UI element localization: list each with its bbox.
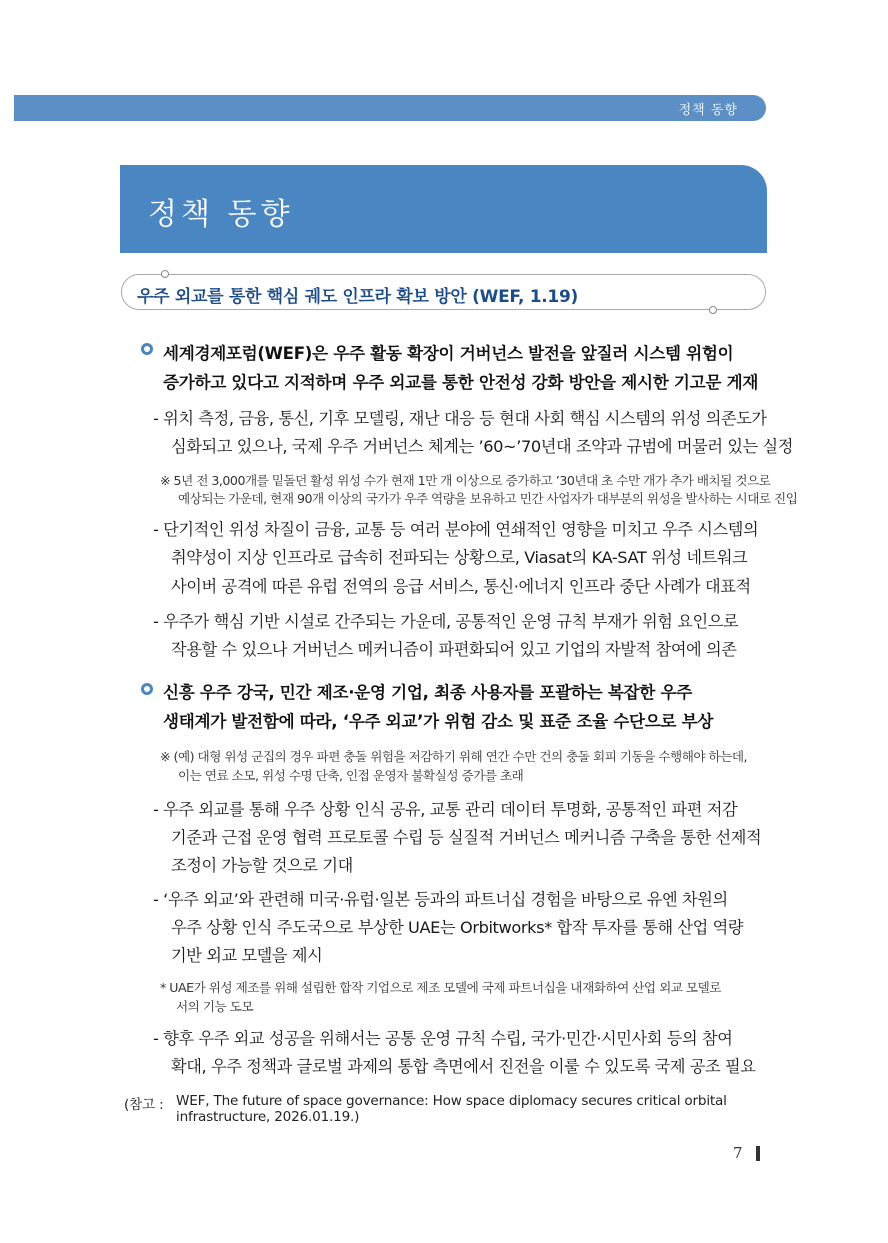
frame-dot-left-icon: [161, 270, 169, 278]
note-text: ※ (예) 대형 위성 군집의 경우 파편 충돌 위험을 저감하기 위해 연간 수만 건의 충돌 회피 기동을 수행해야 하는데,: [160, 749, 748, 764]
note-text: * UAE가 위성 제조를 위해 설립한 합작 기업으로 제조 모델에 국제 파트너십을 내재화하여 산업 외교 모델로: [160, 980, 721, 995]
dash-text: 기반 외교 모델을 제시: [171, 946, 323, 965]
note-text: ※ 5년 전 3,000개를 밑돌던 활성 위성 수가 현재 1만 개 이상으로 증가하고 ’30년대 초 수만 개가 추가 배치될 것으로: [160, 473, 771, 488]
reference-text: WEF, The future of space governance: How space diplomacy secures critical orbital: [176, 1093, 727, 1109]
dash-text: 작용할 수 있으나 거버넌스 메커니즘이 파편화되어 있고 기업의 자발적 참여에 의존: [171, 640, 737, 659]
bullet-text: 생태계가 발전함에 따라, ‘우주 외교’가 위험 감소 및 표준 조율 수단으로 부상: [163, 712, 714, 731]
page-number-bar: [756, 1146, 760, 1161]
note-text: 서의 기능 도모: [176, 999, 253, 1014]
dash-text: - 향후 우주 외교 성공을 위해서는 공통 운영 규칙 수립, 국가·민간·시민사회 등의 참여: [153, 1029, 733, 1048]
dash-text: - ‘우주 외교’와 관련해 미국·유럽·일본 등과의 파트너십 경험을 바탕으로 유엔 차원의: [153, 890, 728, 909]
note-text: 이는 연료 소모, 위성 수명 단축, 인접 운영자 불확실성 증가를 초래: [178, 768, 524, 783]
title-banner: [120, 165, 767, 253]
dash-text: 취약성이 지상 인프라로 급속히 전파되는 상황으로, Viasat의 KA-SAT 위성 네트워크: [171, 548, 748, 567]
dash-text: - 위치 측정, 금융, 통신, 기후 모델링, 재난 대응 등 현대 사회 핵심 시스템의 위성 의존도가: [153, 409, 767, 428]
dash-text: - 단기적인 위성 차질이 금융, 교통 등 여러 분야에 연쇄적인 영향을 미치고 우주 시스템의: [153, 520, 759, 539]
dash-text: 기준과 근접 운영 협력 프로토콜 수립 등 실질적 거버넌스 메커니즘 구축을 통한 선제적: [171, 828, 762, 847]
page-title: 정책 동향: [148, 197, 294, 232]
dash-text: 심화되고 있으나, 국제 우주 거버넌스 체계는 ’60~’70년대 조약과 규범에 머물러 있는 실정: [171, 437, 794, 456]
dash-text: 사이버 공격에 따른 유럽 전역의 응급 서비스, 통신·에너지 인프라 중단 사례가 대표적: [171, 577, 751, 596]
dash-text: 우주 상황 인식 주도국으로 부상한 UAE는 Orbitworks* 합작 투자를 통해 산업 역량: [171, 918, 744, 937]
bullet-text: 신흥 우주 강국, 민간 제조·운영 기업, 최종 사용자를 포괄하는 복잡한 우주: [163, 683, 692, 702]
dash-text: - 우주가 핵심 기반 시설로 간주되는 가운데, 공통적인 운영 규칙 부재가 위험 요인으로: [153, 612, 739, 631]
note-text: 예상되는 가운데, 현재 90개 이상의 국가가 우주 역량을 보유하고 민간 사업자가 대부분의 위성을 발사하는 시대로 진입: [178, 491, 798, 506]
dash-text: - 우주 외교를 통해 우주 상황 인식 공유, 교통 관리 데이터 투명화, 공통적인 파편 저감: [153, 800, 738, 819]
dash-text: 확대, 우주 정책과 글로벌 과제의 통합 측면에서 진전을 이룰 수 있도록 국제 공조 필요: [171, 1057, 756, 1076]
header-bar: [14, 95, 766, 121]
bullet-icon: [141, 683, 153, 695]
dash-text: 조정이 가능할 것으로 기대: [171, 856, 353, 875]
reference-label: (참고 :: [124, 1097, 164, 1113]
bullet-icon: [141, 343, 153, 355]
reference-text: infrastructure, 2026.01.19.): [176, 1109, 360, 1125]
frame-dot-right-icon: [709, 306, 717, 314]
header-section-label: 정책 동향: [678, 103, 738, 118]
bullet-text: 세계경제포럼(WEF)은 우주 활동 확장이 거버넌스 발전을 앞질러 시스템 위험이: [163, 344, 734, 363]
bullet-text: 증가하고 있다고 지적하며 우주 외교를 통한 안전성 강화 방안을 제시한 기고문 게재: [163, 373, 759, 392]
page-number: 7: [733, 1144, 743, 1162]
article-subtitle: 우주 외교를 통한 핵심 궤도 인프라 확보 방안 (WEF, 1.19): [137, 287, 578, 307]
